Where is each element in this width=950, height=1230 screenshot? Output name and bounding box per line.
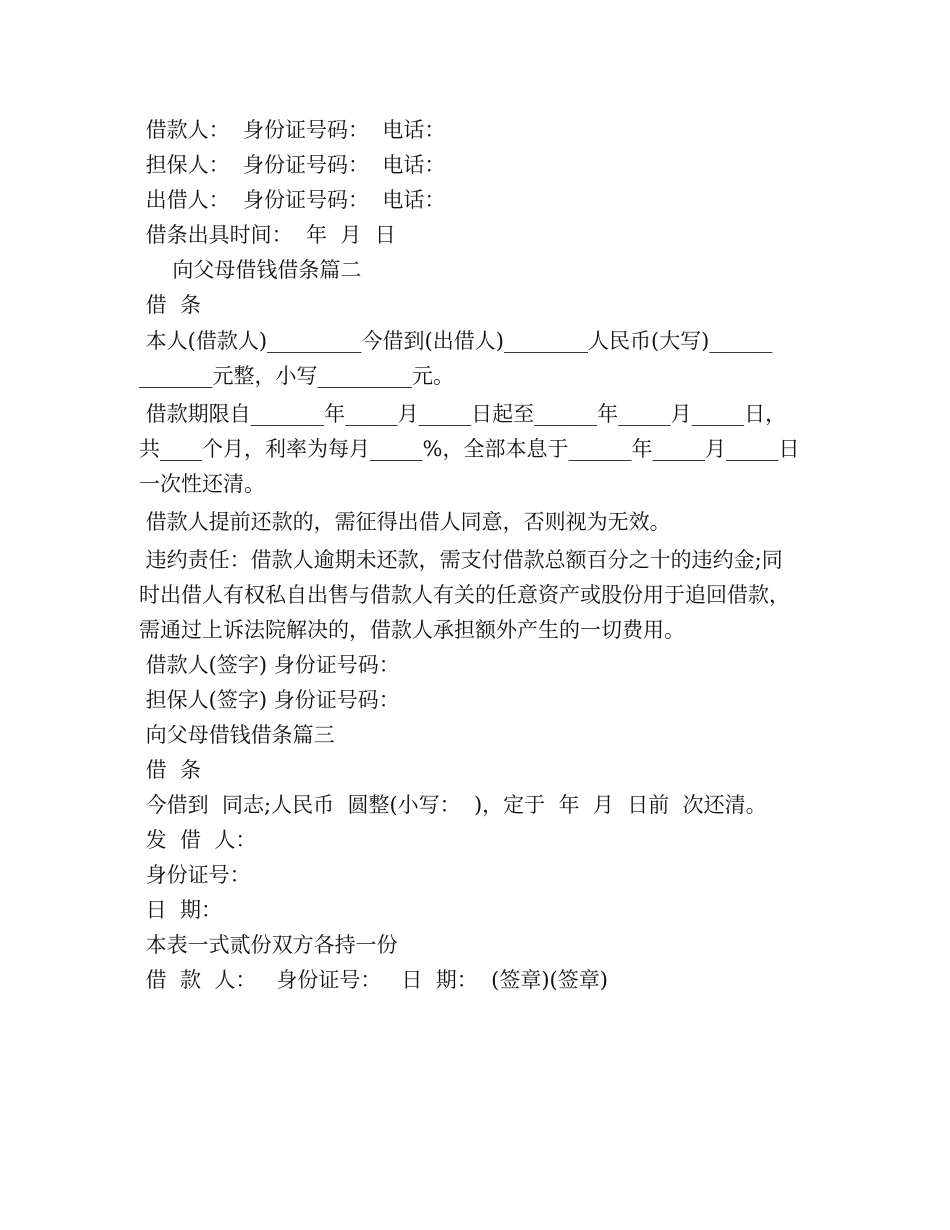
iou-title-2: 借 条	[139, 293, 202, 317]
loan-term-line: 借款期限自_______年_____月_____日起至______年_____月_____日，	[139, 402, 787, 426]
guarantor-info-line: 担保人： 身份证号码： 电话：	[139, 153, 446, 177]
liability-line: 违约责任：借款人逾期未还款，需支付借款总额百分之十的违约金;同	[139, 548, 783, 572]
copies-note-line: 本表一式贰份双方各持一份	[139, 933, 398, 957]
loan-amount-line-cont: _______元整，小写_________元。	[139, 364, 454, 388]
issuer-line: 发 借 人：	[139, 828, 257, 852]
section-heading-3: 向父母借钱借条篇三	[139, 723, 335, 747]
section-heading-2: 向父母借钱借条篇二	[139, 258, 362, 282]
loan-amount-line: 本人(借款人)_________今借到(出借人)________人民币(大写)______	[139, 329, 773, 353]
date-line: 日 期：	[139, 898, 223, 922]
repayment-line: 一次性还清。	[139, 472, 265, 496]
liability-line-cont-1: 时出借人有权私自出售与借款人有关的任意资产或股份用于追回借款，	[139, 583, 790, 607]
guarantor-signature-line: 担保人(签字) 身份证号码：	[139, 688, 400, 712]
borrower-info-line: 借款人： 身份证号码： 电话：	[139, 118, 446, 142]
liability-line-cont-2: 需通过上诉法院解决的，借款人承担额外产生的一切费用。	[139, 618, 685, 642]
early-repayment-line: 借款人提前还款的，需征得出借人同意，否则视为无效。	[139, 510, 671, 534]
lender-info-line: 出借人： 身份证号码： 电话：	[139, 188, 446, 212]
borrow-statement-line: 今借到 同志;人民币 圆整(小写： )，定于 年 月 日前 次还清。	[139, 793, 767, 817]
id-number-line: 身份证号：	[139, 863, 251, 887]
borrower-signature-line: 借款人(签字) 身份证号码：	[139, 653, 400, 677]
iou-title-3: 借 条	[139, 758, 202, 782]
interest-line: 共____个月，利率为每月_____%，全部本息于______年_____月_____日	[139, 437, 800, 461]
final-signature-line: 借 款 人： 身份证号： 日 期： (签章)(签章)	[139, 968, 608, 992]
issue-date-line: 借条出具时间： 年 月 日	[139, 223, 396, 247]
